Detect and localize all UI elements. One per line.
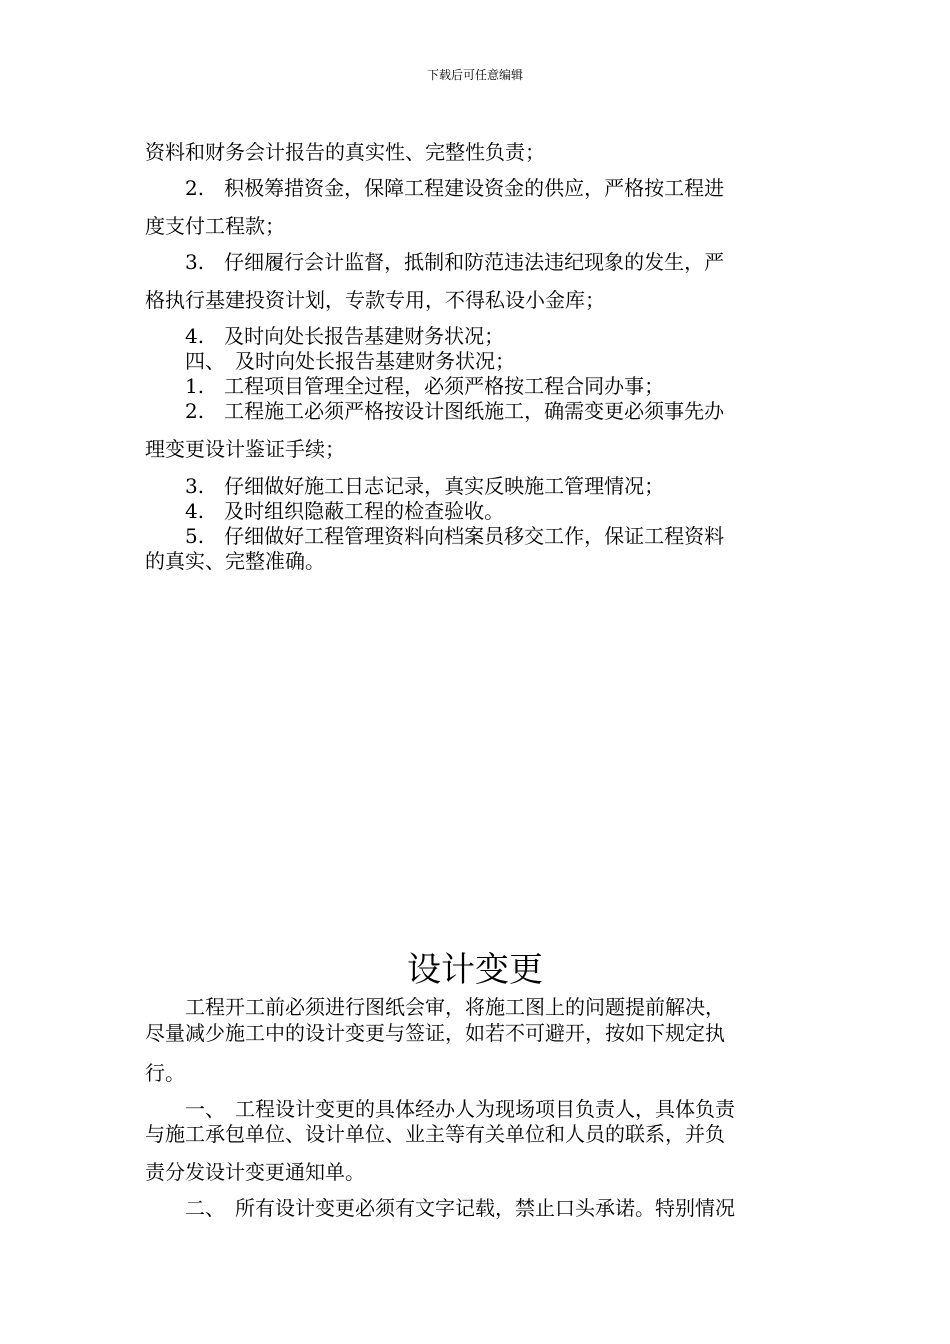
text-line: 5. 仔细做好工程管理资料向档案员移交工作，保证工程资料	[145, 524, 725, 548]
text-line: 2. 积极筹措资金，保障工程建设资金的供应，严格按工程进	[145, 176, 725, 200]
text-line: 与施工承包单位、设计单位、业主等有关单位和人员的联系，并负	[145, 1122, 725, 1146]
text-line: 一、 工程设计变更的具体经办人为现场项目负责人，具体负责	[145, 1097, 735, 1121]
text-line: 二、 所有设计变更必须有文字记载，禁止口头承诺。特别情况	[145, 1196, 735, 1220]
text-line: 尽量减少施工中的设计变更与签证，如若不可避开，按如下规定执	[145, 1021, 725, 1045]
text-line: 4. 及时组织隐蔽工程的检查验收。	[145, 499, 505, 523]
text-line: 资料和财务会计报告的真实性、完整性负责；	[145, 140, 545, 164]
text-line: 4. 及时向处长报告基建财务状况；	[145, 324, 505, 348]
header-note: 下载后可任意编辑	[426, 68, 523, 82]
text-line: 1. 工程项目管理全过程，必须严格按工程合同办事；	[145, 374, 665, 398]
text-line: 理变更设计鉴证手续；	[145, 437, 345, 461]
text-line: 3. 仔细履行会计监督，抵制和防范违法违纪现象的发生，严	[145, 250, 725, 274]
text-line: 度支付工程款；	[145, 214, 285, 238]
text-line: 责分发设计变更通知单。	[145, 1160, 365, 1184]
text-line: 的真实、完整准确。	[145, 549, 325, 573]
text-line: 2. 工程施工必须严格按设计图纸施工，确需变更必须事先办	[145, 399, 725, 423]
text-line: 格执行基建投资计划，专款专用，不得私设小金库；	[145, 288, 605, 312]
text-line: 3. 仔细做好施工日志记录，真实反映施工管理情况；	[145, 474, 665, 498]
section-title: 设计变更	[407, 950, 543, 990]
text-line: 行。	[145, 1061, 185, 1085]
text-line: 四、 及时向处长报告基建财务状况；	[145, 349, 515, 373]
text-line: 工程开工前必须进行图纸会审，将施工图上的问题提前解决，	[145, 995, 725, 1019]
